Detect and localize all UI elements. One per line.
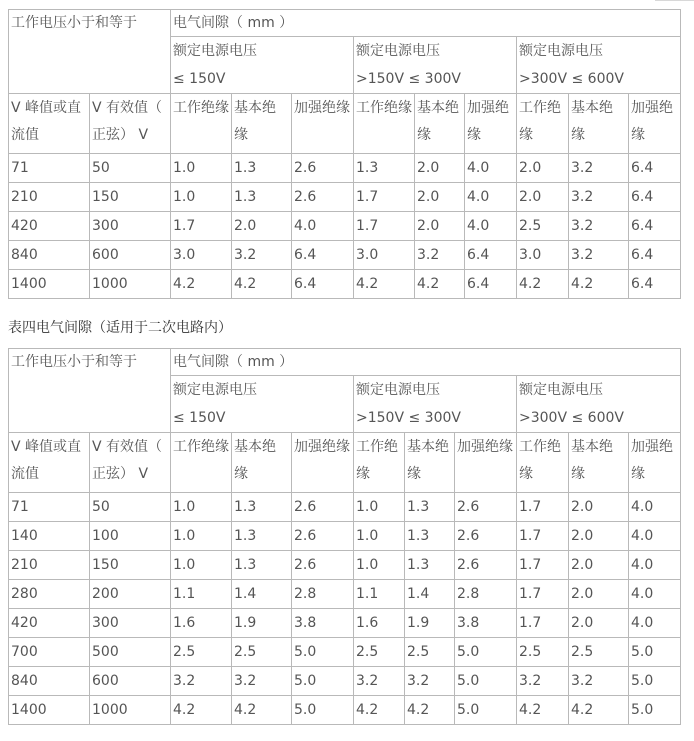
range-value: ≤ 150V [173, 410, 226, 426]
range-label: 额定电源电压 [173, 43, 257, 59]
table-cell: 1.0 [171, 551, 232, 580]
table-cell: 4.2 [232, 696, 292, 725]
table-cell: 2.8 [455, 580, 517, 609]
table-cell: 2.8 [292, 580, 354, 609]
table-cell: 3.2 [569, 183, 629, 212]
table-cell: 4.2 [569, 270, 629, 299]
table-cell: 3.8 [455, 609, 517, 638]
table-cell: 2.0 [569, 522, 629, 551]
header-basic-insulation: 基本绝缘 [569, 433, 629, 493]
table-cell: 3.2 [232, 667, 292, 696]
table-cell: 1.0 [354, 551, 405, 580]
table-cell: 1.3 [232, 493, 292, 522]
table-cell: 4.0 [465, 183, 517, 212]
table-cell: 1.7 [517, 609, 569, 638]
range-label: 额定电源电压 [519, 43, 603, 59]
table-cell: 5.0 [455, 667, 517, 696]
table-cell: 3.0 [171, 241, 232, 270]
header-peak-voltage: V 峰值或直流值 [9, 433, 90, 493]
table-cell: 3.8 [292, 609, 354, 638]
top-divider [655, 0, 694, 1]
table-cell: 600 [90, 667, 171, 696]
table-cell: 3.0 [517, 241, 569, 270]
table-cell: 6.4 [465, 241, 517, 270]
table-cell: 2.6 [455, 522, 517, 551]
table-cell: 210 [9, 183, 90, 212]
table-row [9, 638, 681, 667]
table-cell: 2.5 [569, 638, 629, 667]
table-cell: 6.4 [629, 241, 681, 270]
table-cell: 5.0 [629, 696, 681, 725]
header-range-600 [517, 37, 681, 94]
table-cell: 5.0 [455, 638, 517, 667]
header-reinforced-insulation: 加强绝缘 [292, 433, 354, 493]
table-cell: 4.2 [569, 696, 629, 725]
table-row [9, 609, 681, 638]
table-cell: 4.0 [629, 580, 681, 609]
table-row [9, 493, 681, 522]
table-cell: 500 [90, 638, 171, 667]
table-cell: 300 [90, 609, 171, 638]
table-cell: 1.7 [517, 551, 569, 580]
table-cell: 5.0 [629, 667, 681, 696]
table-cell: 1.3 [232, 154, 292, 183]
table-cell: 1.9 [232, 609, 292, 638]
table-cell: 5.0 [292, 667, 354, 696]
table-cell: 5.0 [292, 638, 354, 667]
table-cell: 420 [9, 609, 90, 638]
table-cell: 4.2 [232, 270, 292, 299]
table-cell: 140 [9, 522, 90, 551]
table-cell: 1.7 [354, 183, 415, 212]
header-working-voltage: 工作电压小于和等于 [9, 10, 171, 94]
table-cell: 210 [9, 551, 90, 580]
table-cell: 3.2 [171, 667, 232, 696]
header-functional-insulation: 工作绝缘 [517, 433, 569, 493]
range-label: 额定电源电压 [356, 43, 440, 59]
table-cell: 3.0 [354, 241, 415, 270]
range-label: 额定电源电压 [519, 382, 603, 398]
table-cell: 6.4 [292, 270, 354, 299]
table-cell: 1400 [9, 696, 90, 725]
table-cell: 6.4 [629, 183, 681, 212]
table-cell: 2.6 [455, 551, 517, 580]
table-cell: 2.0 [517, 183, 569, 212]
table-cell: 1.1 [354, 580, 405, 609]
table-cell: 6.4 [292, 241, 354, 270]
table-cell: 4.0 [629, 522, 681, 551]
table-cell: 1.6 [354, 609, 405, 638]
table-cell: 4.2 [354, 270, 415, 299]
table-cell: 4.0 [465, 154, 517, 183]
table-cell: 200 [90, 580, 171, 609]
table-cell: 2.0 [569, 580, 629, 609]
table-cell: 840 [9, 241, 90, 270]
table-cell: 840 [9, 667, 90, 696]
table-cell: 4.2 [405, 696, 455, 725]
table-cell: 4.0 [465, 212, 517, 241]
table-cell: 1.1 [171, 580, 232, 609]
table-row [9, 551, 681, 580]
table-cell: 1.4 [405, 580, 455, 609]
table-cell: 2.0 [415, 183, 465, 212]
table-cell: 600 [90, 241, 171, 270]
table-row [9, 183, 681, 212]
clearance-table-primary [8, 9, 681, 299]
header-reinforced-insulation: 加强绝缘 [629, 433, 681, 493]
table-cell: 1.7 [171, 212, 232, 241]
table-cell: 3.2 [232, 241, 292, 270]
table-cell: 4.0 [629, 493, 681, 522]
header-functional-insulation: 工作绝缘 [171, 433, 232, 493]
table-cell: 3.2 [415, 241, 465, 270]
table-cell: 71 [9, 154, 90, 183]
table-cell: 5.0 [292, 696, 354, 725]
table-cell: 1000 [90, 270, 171, 299]
table-row [9, 212, 681, 241]
header-functional-insulation: 工作绝缘 [354, 433, 405, 493]
table-cell: 2.5 [171, 638, 232, 667]
table-cell: 1.0 [354, 493, 405, 522]
table-cell: 2.6 [292, 183, 354, 212]
table-cell: 6.4 [629, 270, 681, 299]
table-cell: 2.5 [232, 638, 292, 667]
table-cell: 2.6 [292, 522, 354, 551]
header-rms-voltage: V 有效值（ 正弦） V [90, 94, 171, 154]
header-basic-insulation: 基本绝缘 [415, 94, 465, 154]
clearance-table-secondary [8, 348, 681, 725]
table-cell: 1.3 [232, 183, 292, 212]
header-range-300 [354, 376, 517, 433]
header-clearance: 电气间隙（ mm ） [171, 349, 681, 376]
range-value: >150V ≤ 300V [356, 410, 461, 426]
table-cell: 150 [90, 183, 171, 212]
table-cell: 1.6 [171, 609, 232, 638]
table-row [9, 270, 681, 299]
table-cell: 100 [90, 522, 171, 551]
range-value: ≤ 150V [173, 71, 226, 87]
table-cell: 2.0 [415, 212, 465, 241]
table-cell: 71 [9, 493, 90, 522]
table-cell: 1.0 [171, 493, 232, 522]
table-cell: 2.6 [292, 493, 354, 522]
table-cell: 50 [90, 493, 171, 522]
table-cell: 3.2 [569, 212, 629, 241]
table-cell: 2.0 [517, 154, 569, 183]
table-row [9, 667, 681, 696]
table-cell: 4.2 [171, 696, 232, 725]
table-row [9, 241, 681, 270]
table-cell: 1.3 [405, 493, 455, 522]
table-cell: 1400 [9, 270, 90, 299]
header-range-150 [171, 37, 354, 94]
table-row [9, 154, 681, 183]
table-cell: 700 [9, 638, 90, 667]
table-cell: 1.9 [405, 609, 455, 638]
header-working-voltage: 工作电压小于和等于 [9, 349, 171, 433]
table-cell: 1.3 [232, 522, 292, 551]
table-cell: 1.7 [517, 580, 569, 609]
table-cell: 2.6 [292, 154, 354, 183]
range-value: >300V ≤ 600V [519, 71, 624, 87]
table-cell: 4.0 [629, 609, 681, 638]
range-value: >300V ≤ 600V [519, 410, 624, 426]
table-cell: 2.6 [292, 551, 354, 580]
table-cell: 1.4 [232, 580, 292, 609]
table-cell: 2.0 [569, 551, 629, 580]
table-cell: 1.0 [354, 522, 405, 551]
table-cell: 4.2 [415, 270, 465, 299]
table-cell: 150 [90, 551, 171, 580]
table-cell: 2.5 [517, 638, 569, 667]
header-basic-insulation: 基本绝缘 [569, 94, 629, 154]
table-cell: 2.5 [517, 212, 569, 241]
table-cell: 2.0 [232, 212, 292, 241]
table-cell: 2.0 [569, 609, 629, 638]
header-basic-insulation: 基本绝缘 [405, 433, 455, 493]
table-cell: 3.2 [569, 241, 629, 270]
table-cell: 6.4 [629, 212, 681, 241]
header-reinforced-insulation: 加强绝缘 [455, 433, 517, 493]
header-reinforced-insulation: 加强绝缘 [292, 94, 354, 154]
table-cell: 1.0 [171, 183, 232, 212]
table-cell: 5.0 [629, 638, 681, 667]
table-cell: 1.0 [171, 522, 232, 551]
header-functional-insulation: 工作绝缘 [517, 94, 569, 154]
table-cell: 1.3 [354, 154, 415, 183]
table-cell: 3.2 [517, 667, 569, 696]
table-cell: 3.2 [569, 667, 629, 696]
table-cell: 420 [9, 212, 90, 241]
table-cell: 5.0 [455, 696, 517, 725]
table-cell: 280 [9, 580, 90, 609]
table-cell: 3.2 [405, 667, 455, 696]
table-cell: 2.0 [415, 154, 465, 183]
table-cell: 6.4 [465, 270, 517, 299]
range-value: >150V ≤ 300V [356, 71, 461, 87]
table-cell: 4.2 [517, 696, 569, 725]
header-reinforced-insulation: 加强绝缘 [629, 94, 681, 154]
table-cell: 2.5 [405, 638, 455, 667]
table-cell: 6.4 [629, 154, 681, 183]
table-cell: 4.0 [629, 551, 681, 580]
header-functional-insulation: 工作绝缘 [171, 94, 232, 154]
table-cell: 300 [90, 212, 171, 241]
range-label: 额定电源电压 [173, 382, 257, 398]
range-label: 额定电源电压 [356, 382, 440, 398]
header-clearance: 电气间隙（ mm ） [171, 10, 681, 37]
table-cell: 1.7 [517, 493, 569, 522]
table-row [9, 696, 681, 725]
table-body [9, 154, 681, 299]
header-basic-insulation: 基本绝缘 [232, 433, 292, 493]
header-range-300 [354, 37, 517, 94]
table-cell: 1.3 [405, 551, 455, 580]
table-cell: 4.2 [171, 270, 232, 299]
table-body [9, 493, 681, 725]
header-reinforced-insulation: 加强绝缘 [465, 94, 517, 154]
table-cell: 1.0 [171, 154, 232, 183]
header-basic-insulation: 基本绝缘 [232, 94, 292, 154]
table-cell: 4.0 [292, 212, 354, 241]
table-cell: 3.2 [569, 154, 629, 183]
table-cell: 3.2 [354, 667, 405, 696]
table-cell: 1.7 [517, 522, 569, 551]
table-cell: 2.0 [569, 493, 629, 522]
table-cell: 2.5 [354, 638, 405, 667]
header-peak-voltage: V 峰值或直流值 [9, 94, 90, 154]
table-caption: 表四电气间隙（适用于二次电路内） [8, 320, 232, 336]
table-cell: 1.3 [232, 551, 292, 580]
header-functional-insulation: 工作绝缘 [354, 94, 415, 154]
table-cell: 1.3 [405, 522, 455, 551]
table-row [9, 522, 681, 551]
table-cell: 2.6 [455, 493, 517, 522]
table-cell: 4.2 [354, 696, 405, 725]
header-rms-voltage: V 有效值（ 正弦） V [90, 433, 171, 493]
table-cell: 1.7 [354, 212, 415, 241]
table-cell: 1000 [90, 696, 171, 725]
header-range-150 [171, 376, 354, 433]
table-cell: 50 [90, 154, 171, 183]
table-cell: 4.2 [517, 270, 569, 299]
table-row [9, 580, 681, 609]
header-range-600 [517, 376, 681, 433]
